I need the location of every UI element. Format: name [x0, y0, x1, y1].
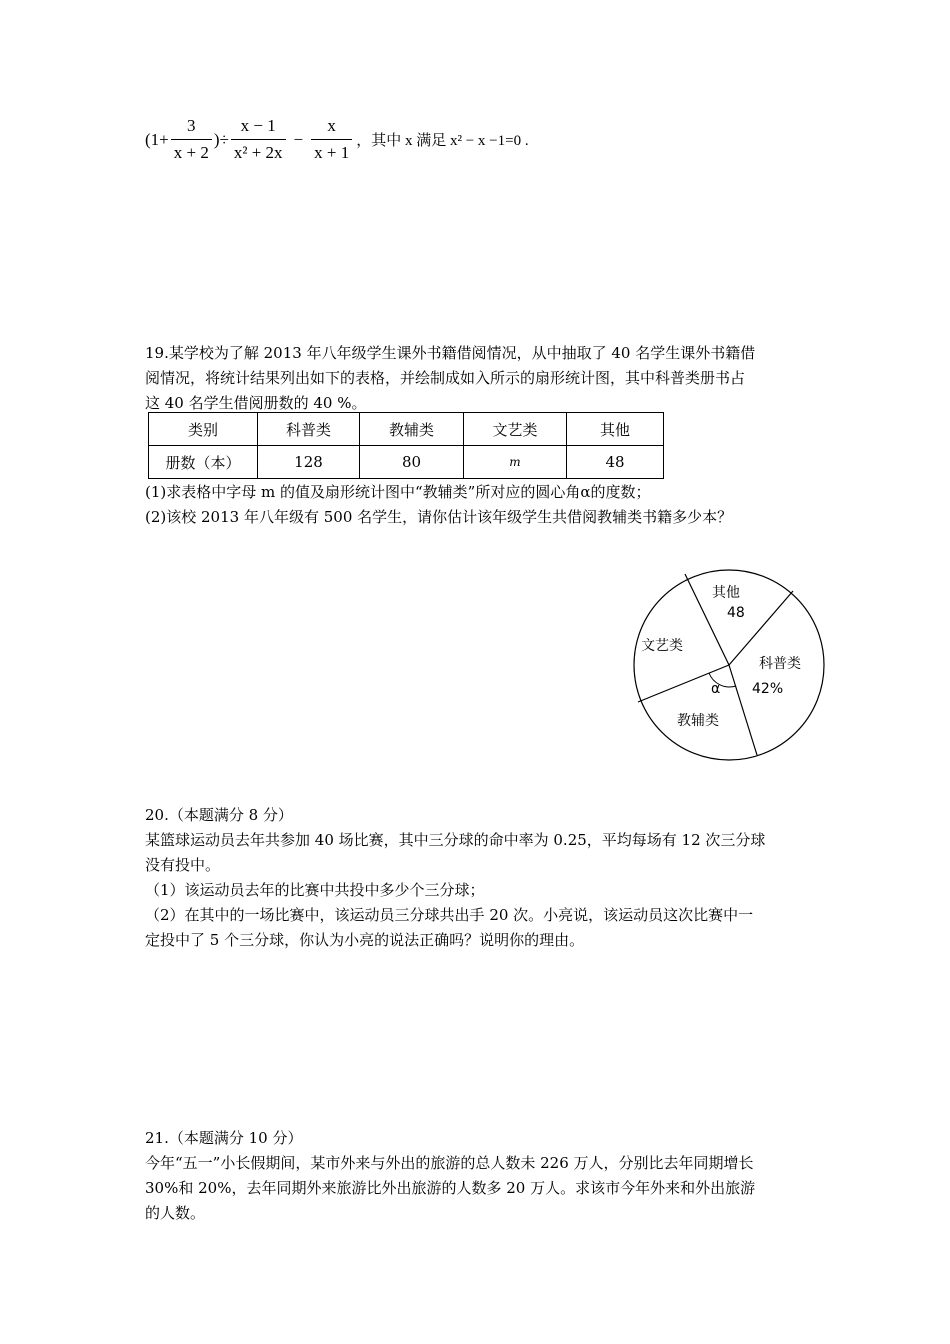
table-cell: 128 [258, 446, 360, 479]
q18-minus: − [293, 129, 304, 149]
pie-chart [626, 568, 832, 764]
q18-fraction-3 [311, 116, 352, 163]
q19-line-1: 19.某学校为了解 2013 年八年级学生课外书籍借阅情况，从中抽取了 40 名学生课外书籍借 [145, 344, 756, 362]
q20-line-5: 定投中了 5 个三分球，你认为小亮的说法正确吗？说明你的理由。 [145, 931, 585, 949]
pie-label-other: 其他 [712, 585, 740, 601]
pie-value-other: 48 [727, 605, 745, 621]
q18-frac3-numerator: x [327, 116, 336, 135]
q19-sub-question-2: (2)该校 2013 年八年级有 500 名学生，请你估计该年级学生共借阅教辅类书籍多少本？ [145, 508, 733, 526]
q21-line-1: 今年“五一”小长假期间，某市外来与外出的旅游的总人数未 226 万人，分别比去年同期增长 [145, 1154, 754, 1172]
table-header-cell: 科普类 [258, 413, 360, 446]
q19-table [148, 412, 664, 479]
q21-line-3: 的人数。 [145, 1204, 206, 1222]
table-header-cell: 类别 [149, 413, 258, 446]
q18-fraction-2 [231, 116, 286, 163]
q21-title: 21.（本题满分 10 分） [145, 1129, 303, 1147]
q20-line-3: （1）该运动员去年的比赛中共投中多少个三分球； [145, 881, 485, 899]
q19-line-3: 这 40 名学生借阅册数的 40 %。 [145, 394, 367, 412]
q18-frac1-denominator: x + 2 [171, 139, 212, 163]
q18-frac2-denominator: x² + 2x [231, 139, 286, 163]
pie-angle-alpha: α [711, 681, 721, 697]
table-row [149, 446, 664, 479]
pie-value-science: 42% [752, 681, 784, 697]
table-cell: 48 [567, 446, 664, 479]
q18-fraction-1 [171, 116, 212, 163]
q18-open: (1+ [145, 129, 169, 149]
q18-condition: ，其中 x 满足 x² − x −1=0 . [356, 133, 529, 149]
q18-frac2-numerator: x − 1 [240, 116, 276, 135]
q18-frac3-denominator: x + 1 [311, 139, 352, 163]
q18-expression [145, 116, 529, 163]
q20-line-1: 某篮球运动员去年共参加 40 场比赛，其中三分球的命中率为 0.25，平均每场有 12 次三分球 [145, 831, 766, 849]
q20-line-4: （2）在其中的一场比赛中，该运动员三分球共出手 20 次。小亮说，该运动员这次比赛中一 [145, 906, 754, 924]
pie-label-science: 科普类 [759, 656, 801, 672]
pie-label-tutoring: 教辅类 [677, 713, 719, 729]
table-header-cell: 教辅类 [360, 413, 464, 446]
q18-frac1-numerator: 3 [187, 116, 196, 135]
q20-title: 20.（本题满分 8 分） [145, 806, 293, 824]
table-cell: 册数（本） [149, 446, 258, 479]
table-cell: m [464, 446, 567, 479]
q19-line-2: 阅情况，将统计结果列出如下的表格，并绘制成如入所示的扇形统计图，其中科普类册书占 [145, 369, 746, 387]
table-header-cell: 文艺类 [464, 413, 567, 446]
table-header-cell: 其他 [567, 413, 664, 446]
table-header-row [149, 413, 664, 446]
pie-label-arts: 文艺类 [641, 638, 683, 654]
q18-close-div: )÷ [213, 129, 229, 149]
q19-sub-question-1: (1)求表格中字母 m 的值及扇形统计图中“教辅类”所对应的圆心角α的度数； [145, 483, 651, 501]
q21-line-2: 30%和 20%，去年同期外来旅游比外出旅游的人数多 20 万人。求该市今年外来和外出旅游 [145, 1179, 756, 1197]
table-cell: 80 [360, 446, 464, 479]
q20-line-2: 没有投中。 [145, 856, 221, 874]
